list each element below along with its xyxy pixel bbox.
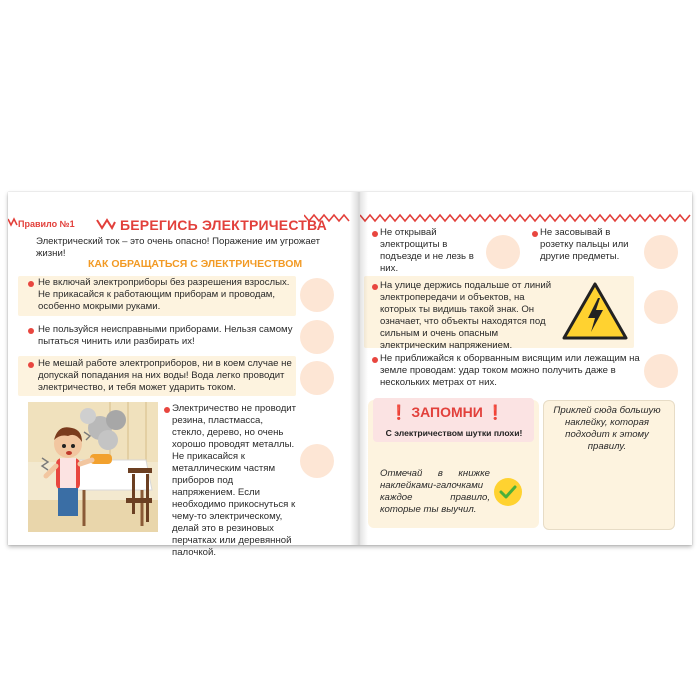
- section-subheading: КАК ОБРАЩАТЬСЯ С ЭЛЕКТРИЧЕСТВОМ: [88, 258, 303, 270]
- remember-subtitle: С электричеством шутки плохи!: [385, 428, 523, 438]
- bullet-icon: [372, 284, 378, 290]
- rule-item-2: Не пользуйся неисправными приборами. Нельзя самому пытаться чинить или разбирать их!: [38, 324, 293, 347]
- rule-number-label: Правило №1: [18, 219, 75, 229]
- right-rule-item-4: Не приближайся к оборванным висящим или лежащим на земле проводам: удар током можно получить даже в нескольких метрах от них.: [380, 353, 640, 388]
- bullet-icon: [164, 407, 170, 413]
- sticker-placeholder-3[interactable]: [300, 361, 334, 395]
- open-book: [8, 192, 692, 558]
- zigzag-border-right: [360, 212, 692, 224]
- bullet-icon: [372, 357, 378, 363]
- rule-item-3: Не мешай работе электроприборов, ни в коем случае не допускай попадания на них воды! Вода легко проводит электричество, и тебя может ударить током.: [38, 358, 292, 393]
- sticker-placeholder-2[interactable]: [300, 320, 334, 354]
- right-rule-item-2: Не засовывай в розетку пальцы или другие предметы.: [540, 227, 629, 262]
- sticker-placeholder-4[interactable]: [300, 444, 334, 478]
- sticker-placeholder-1[interactable]: [300, 278, 334, 312]
- right-rule-item-1: Не открывай электрощиты в подъезде и не лезь в них.: [380, 227, 474, 274]
- sticker-placeholder-5[interactable]: [486, 235, 520, 269]
- bullet-icon: [28, 362, 34, 368]
- sticker-placeholder-6[interactable]: [644, 235, 678, 269]
- lightning-warning-icon: [562, 282, 628, 340]
- book-spine: [350, 192, 368, 545]
- bullet-icon: [372, 231, 378, 237]
- bullet-icon: [28, 281, 34, 287]
- sticker-placeholder-7[interactable]: [644, 290, 678, 324]
- title-zigzag-icon: [96, 218, 116, 230]
- rule-item-1: Не включай электроприборы без разрешения взрослых. Не прикасайся к работающим приборам и проводам, особенно мокрыми руками.: [38, 277, 290, 312]
- exclamation-icon: ❗: [390, 404, 408, 420]
- intro-text: Электрический ток – это очень опасно! Поражение им угрожает жизни!: [36, 236, 321, 259]
- remember-title: ❗ ЗАПОМНИ ❗: [390, 404, 505, 420]
- sticker-note: Отмечай в книжке наклейками-галочками каждое правило, которые ты выучил.: [380, 468, 490, 515]
- bullet-icon: [28, 328, 34, 334]
- boy-electric-shock-illustration: [28, 402, 158, 532]
- checkmark-icon: [499, 484, 517, 500]
- sticker-placeholder-8[interactable]: [644, 354, 678, 388]
- bullet-icon: [532, 231, 538, 237]
- insulators-paragraph: Электричество не проводит резина, пластмасса, стекло, дерево, но очень хорошо проводят металлы. Не прикасайся к металлическим частям приборов под напряжением. Если необходимо прикоснуться к чему-то электрическому, делай это в резиновых перчатках или деревянной палочкой.: [172, 403, 297, 558]
- zigzag-border-left: [8, 216, 18, 228]
- sticker-prompt: Приклей сюда большую наклейку, которая подходит к этому правилу.: [553, 405, 661, 452]
- page-title: БЕРЕГИСЬ ЭЛЕКТРИЧЕСТВА: [120, 217, 327, 233]
- exclamation-icon: ❗: [486, 404, 505, 420]
- right-rule-item-3: На улице держись подальше от линий электропередачи и объектов, на которых ты видишь такой знак. Он означает, что объекты находятся под сильным и очень опасным электрическим напряжением.: [380, 280, 552, 351]
